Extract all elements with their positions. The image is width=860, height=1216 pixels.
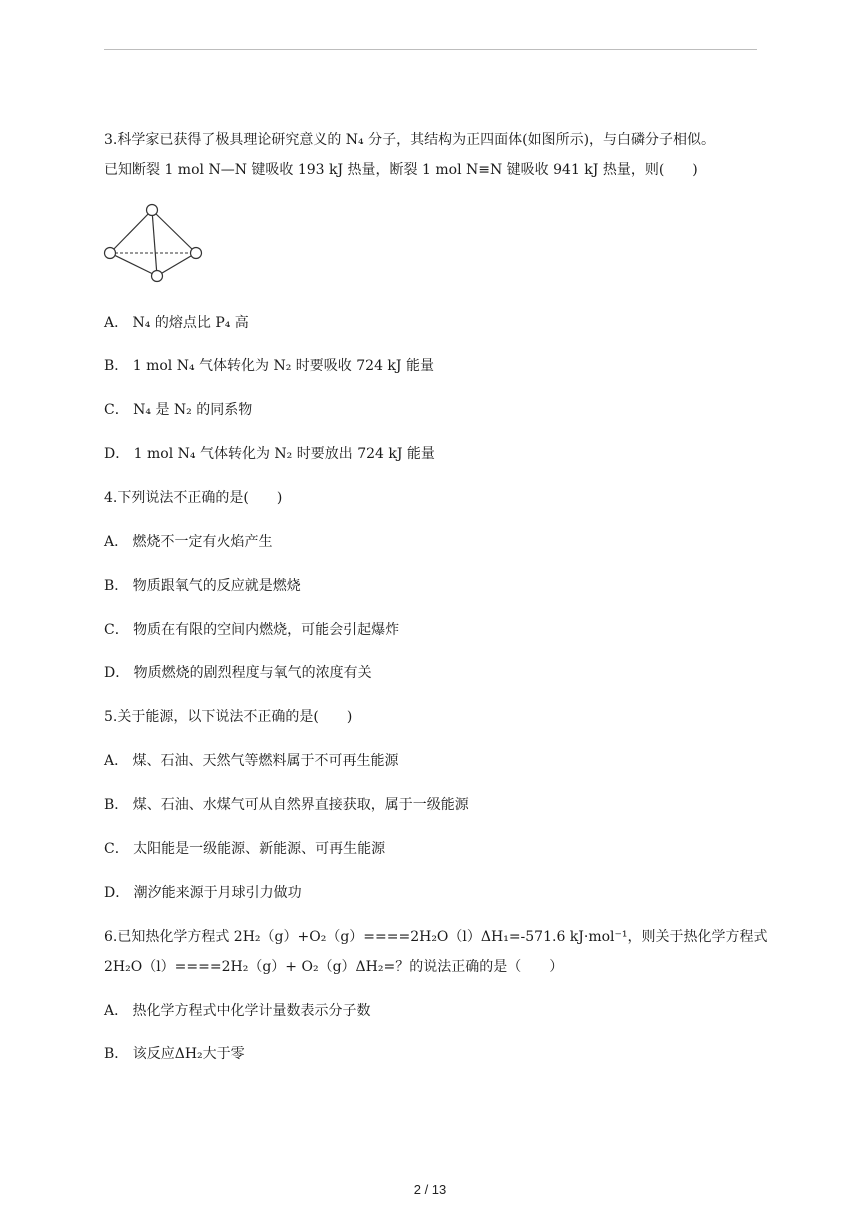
q3-option-d: D． 1 mol N₄ 气体转化为 N₂ 时要放出 724 kJ 能量 [104, 446, 435, 462]
edge [110, 210, 152, 253]
q5-stem: 5.关于能源，以下说法不正确的是( ) [104, 709, 353, 725]
q4-option-a: A． 燃烧不一定有火焰产生 [104, 534, 273, 550]
tetrahedron-figure [102, 200, 206, 284]
header-rule [104, 49, 757, 50]
atom-node [191, 248, 202, 259]
q6-stem-line1: 6.已知热化学方程式 2H₂（g）+O₂（g）====2H₂O（l）ΔH₁=-571.6 kJ·mol⁻¹，则关于热化学方程式 [104, 929, 768, 945]
q4-option-c: C． 物质在有限的空间内燃烧，可能会引起爆炸 [104, 622, 400, 638]
edge [152, 210, 196, 253]
q3-stem-line1: 3.科学家已获得了极具理论研究意义的 N₄ 分子，其结构为正四面体(如图所示)，与白磷分子相似。 [104, 132, 716, 148]
q6-option-a: A． 热化学方程式中化学计量数表示分子数 [104, 1003, 371, 1019]
edge [152, 210, 157, 276]
edge [110, 253, 157, 276]
edge [157, 253, 196, 276]
q5-option-c: C． 太阳能是一级能源、新能源、可再生能源 [104, 841, 386, 857]
q5-option-d: D． 潮汐能来源于月球引力做功 [104, 885, 302, 901]
q3-option-b: B． 1 mol N₄ 气体转化为 N₂ 时要吸收 724 kJ 能量 [104, 358, 434, 374]
q4-stem: 4.下列说法不正确的是( ) [104, 490, 283, 506]
q4-option-d: D． 物质燃烧的剧烈程度与氧气的浓度有关 [104, 665, 372, 681]
atom-node [152, 271, 163, 282]
page-number: 2 / 13 [413, 1182, 447, 1197]
q4-option-b: B． 物质跟氧气的反应就是燃烧 [104, 578, 301, 594]
q6-stem-line2: 2H₂O（l）====2H₂（g）+ O₂（g）ΔH₂=？的说法正确的是（ ） [104, 959, 564, 975]
q6-option-b: B． 该反应ΔH₂大于零 [104, 1046, 245, 1062]
q3-option-a: A． N₄ 的熔点比 P₄ 高 [104, 315, 249, 331]
atom-node [105, 248, 116, 259]
q3-stem-line2: 已知断裂 1 mol N—N 键吸收 193 kJ 热量，断裂 1 mol N≡N 键吸收 941 kJ 热量，则( ) [104, 162, 698, 178]
atom-node [147, 205, 158, 216]
q5-option-b: B． 煤、石油、水煤气可从自然界直接获取，属于一级能源 [104, 797, 469, 813]
q5-option-a: A． 煤、石油、天然气等燃料属于不可再生能源 [104, 753, 399, 769]
q3-option-c: C． N₄ 是 N₂ 的同系物 [104, 402, 253, 418]
